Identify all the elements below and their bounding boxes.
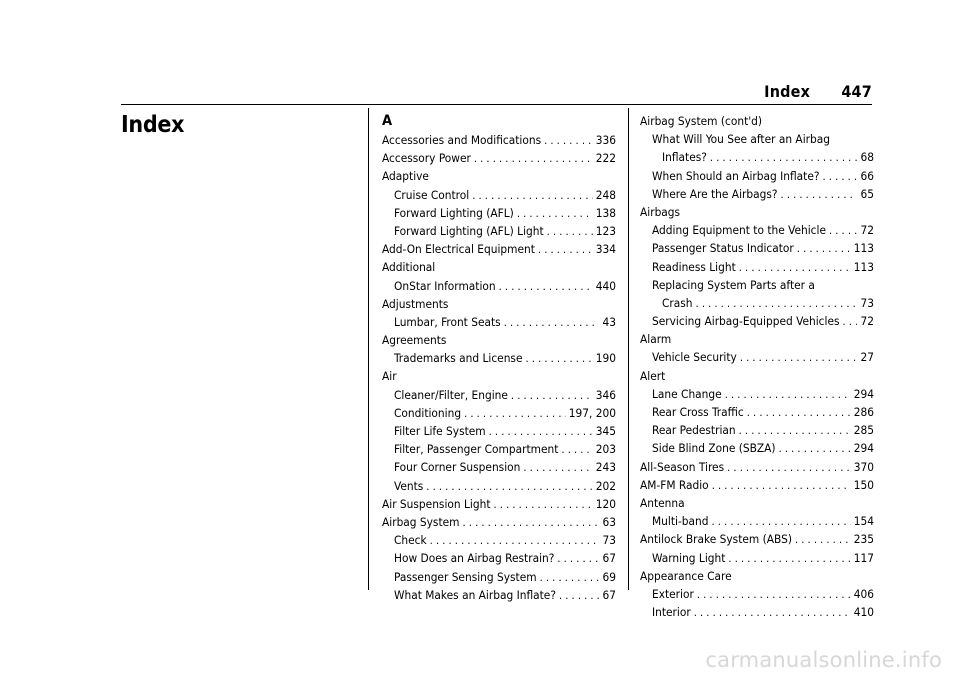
index-subentry <box>382 349 616 367</box>
dot-leader <box>504 314 600 331</box>
entry-text: Adjustments <box>382 296 449 311</box>
index-subentry <box>640 221 874 239</box>
running-head-section: Index <box>764 82 811 101</box>
dot-leader <box>712 513 851 530</box>
entry-page-number: 113 <box>853 259 874 274</box>
index-column-1 <box>382 112 616 604</box>
dot-leader <box>559 587 600 604</box>
index-entry <box>382 240 616 258</box>
index-subentry <box>640 403 874 421</box>
running-head-page-number: 447 <box>841 82 872 101</box>
index-entry <box>640 367 874 385</box>
dot-leader <box>710 149 858 166</box>
index-entry <box>640 330 874 348</box>
dot-leader <box>728 550 850 567</box>
entry-text: Alarm <box>640 332 672 347</box>
column-divider <box>368 108 369 590</box>
index-subentry <box>640 603 874 621</box>
dot-leader <box>540 569 600 586</box>
index-subentry <box>382 313 616 331</box>
entry-text: Adaptive <box>382 169 429 184</box>
entry-text: AM-FM Radio <box>640 477 709 492</box>
entry-page-number: 120 <box>595 496 616 511</box>
index-subentry <box>640 312 874 330</box>
running-head <box>764 82 872 101</box>
dot-leader <box>499 278 593 295</box>
entry-text: Lumbar, Front Seats <box>394 314 501 329</box>
index-entry <box>640 458 874 476</box>
entry-text: Appearance Care <box>640 568 732 583</box>
entry-text: Replacing System Parts after a <box>652 277 815 292</box>
index-subentry <box>382 586 616 604</box>
dot-leader <box>517 205 593 222</box>
dot-leader <box>463 514 600 531</box>
index-entry <box>382 513 616 531</box>
dot-leader <box>829 222 858 239</box>
entry-page-number: 346 <box>595 387 616 402</box>
index-subentry <box>640 239 874 257</box>
index-subentry <box>382 222 616 240</box>
entry-text: Forward Lighting (AFL) Light <box>394 223 544 238</box>
dot-leader <box>544 132 593 149</box>
entry-page-number: 69 <box>602 569 616 584</box>
dot-leader <box>779 440 851 457</box>
entry-text: Air Suspension Light <box>382 496 491 511</box>
entry-text: Vents <box>394 478 424 493</box>
index-subentry <box>640 512 874 530</box>
entry-page-number: 294 <box>853 386 874 401</box>
index-entry <box>382 295 616 313</box>
entry-text: Check <box>394 533 427 548</box>
entry-text: Accessory Power <box>382 151 471 166</box>
entry-text: Accessories and Modifications <box>382 133 542 147</box>
entry-text: Vehicle Security <box>652 350 737 365</box>
index-subentry <box>640 185 874 203</box>
entry-text: Forward Lighting (AFL) <box>394 205 514 220</box>
dot-leader <box>712 477 851 494</box>
entry-text: Exterior <box>652 586 694 601</box>
index-subentry <box>640 585 874 603</box>
dot-leader <box>538 241 593 258</box>
entry-page-number: 117 <box>853 550 874 565</box>
entry-page-number: 154 <box>853 514 874 529</box>
entry-page-number: 72 <box>860 223 874 238</box>
index-subentry <box>640 294 874 312</box>
entry-text: Antilock Brake System (ABS) <box>640 532 792 547</box>
entry-text: All-Season Tires <box>640 459 725 474</box>
index-subentry <box>640 549 874 567</box>
dot-leader <box>464 405 566 422</box>
entry-text: Multi-band <box>652 514 709 529</box>
dot-leader <box>747 404 851 421</box>
entry-text: What Makes an Airbag Inflate? <box>394 587 556 602</box>
entry-text: Add-On Electrical Equipment <box>382 242 535 257</box>
entry-text: Rear Cross Traffic <box>652 405 744 419</box>
index-subentry <box>382 568 616 586</box>
entry-text: Air <box>382 369 397 384</box>
index-subentry <box>640 385 874 403</box>
dot-leader <box>430 532 600 549</box>
entry-text: Agreements <box>382 333 447 348</box>
index-entry <box>382 131 616 149</box>
dot-leader <box>740 349 858 366</box>
entry-text: Adding Equipment to the Vehicle <box>652 223 826 238</box>
entry-page-number: 123 <box>595 223 616 238</box>
entry-page-number: 73 <box>602 533 616 548</box>
column-divider <box>628 108 629 590</box>
entry-text: Airbag System (cont'd) <box>640 114 763 128</box>
index-entry <box>640 567 874 585</box>
entry-text: Four Corner Suspension <box>394 460 521 475</box>
index-subentry <box>382 531 616 549</box>
entry-page-number: 222 <box>595 151 616 166</box>
entry-text: Filter Life System <box>394 424 486 438</box>
dot-leader <box>523 459 592 476</box>
dot-leader <box>694 604 851 621</box>
index-entry <box>382 367 616 385</box>
entry-text: Passenger Sensing System <box>394 569 537 584</box>
index-subentry <box>382 458 616 476</box>
index-subentry <box>382 186 616 204</box>
entry-text: Passenger Status Indicator <box>652 241 794 256</box>
entry-text: Additional <box>382 260 436 275</box>
index-subentry <box>640 148 874 166</box>
entry-page-number: 27 <box>860 350 874 365</box>
dot-leader <box>472 187 593 204</box>
dot-leader <box>739 422 851 439</box>
watermark: carmanualsonline.info <box>705 648 942 672</box>
entry-text: Conditioning <box>394 405 462 420</box>
dot-leader <box>511 387 593 404</box>
entry-page-number: 63 <box>602 514 616 529</box>
entry-text: Cruise Control <box>394 187 470 202</box>
dot-leader <box>739 259 851 276</box>
dot-leader <box>843 313 858 330</box>
entry-page-number: 67 <box>602 551 616 566</box>
entry-page-number: 197, 200 <box>568 405 616 420</box>
index-subentry <box>640 421 874 439</box>
index-subentry <box>640 258 874 276</box>
entry-text: Inflates? <box>662 150 707 165</box>
index-subentry <box>382 386 616 404</box>
entry-page-number: 113 <box>853 241 874 256</box>
dot-leader <box>474 150 593 167</box>
entry-page-number: 248 <box>595 187 616 202</box>
entry-page-number: 406 <box>853 586 874 601</box>
dot-leader <box>797 240 851 257</box>
dot-leader <box>823 168 858 185</box>
index-subentry <box>640 439 874 457</box>
dot-leader <box>547 223 593 240</box>
entry-page-number: 202 <box>595 478 616 493</box>
index-letter-heading: A <box>382 113 393 129</box>
page-title: Index <box>121 112 185 138</box>
entry-text: Antenna <box>640 495 685 510</box>
entry-page-number: 67 <box>602 587 616 602</box>
entry-text: Airbags <box>640 204 681 219</box>
entry-text: Trademarks and License <box>394 351 523 366</box>
entry-page-number: 336 <box>595 133 616 147</box>
entry-page-number: 66 <box>860 168 874 183</box>
dot-leader <box>526 350 593 367</box>
entry-text: Side Blind Zone (SBZA) <box>652 441 776 456</box>
entry-text: Crash <box>662 295 693 310</box>
entry-page-number: 243 <box>595 460 616 475</box>
entry-page-number: 440 <box>595 278 616 293</box>
entry-page-number: 285 <box>853 423 874 438</box>
entry-text: Warning Light <box>652 550 726 565</box>
index-entry <box>640 203 874 221</box>
index-subentry <box>640 276 874 294</box>
entry-page-number: 370 <box>853 459 874 474</box>
index-subentry <box>382 404 616 422</box>
index-subentry <box>640 348 874 366</box>
entry-text: Alert <box>640 368 666 383</box>
entry-text: How Does an Airbag Restrain? <box>394 551 555 566</box>
index-entry <box>382 167 616 185</box>
entry-text: Servicing Airbag-Equipped Vehicles <box>652 314 840 329</box>
dot-leader <box>697 586 851 603</box>
entry-page-number: 190 <box>595 351 616 366</box>
entry-text: Rear Pedestrian <box>652 423 736 438</box>
entry-text: Cleaner/Filter, Engine <box>394 387 508 402</box>
entry-page-number: 410 <box>853 605 874 620</box>
entry-text: Readiness Light <box>652 259 736 274</box>
entry-page-number: 150 <box>853 477 874 492</box>
dot-leader <box>781 186 858 203</box>
entry-page-number: 334 <box>595 242 616 257</box>
entry-page-number: 73 <box>860 295 874 310</box>
entry-text: When Should an Airbag Inflate? <box>652 168 820 183</box>
entry-page-number: 65 <box>860 186 874 201</box>
entry-text: Filter, Passenger Compartment <box>394 442 559 457</box>
entry-text: Where Are the Airbags? <box>652 186 778 201</box>
entry-text: OnStar Information <box>394 278 496 293</box>
dot-leader <box>489 423 593 440</box>
index-subentry <box>640 167 874 185</box>
index-subentry <box>640 130 874 148</box>
entry-text: Lane Change <box>652 386 722 401</box>
index-subentry <box>382 422 616 440</box>
entry-page-number: 43 <box>602 314 616 329</box>
index-entry <box>640 476 874 494</box>
index-subentry <box>382 549 616 567</box>
index-subentry <box>382 277 616 295</box>
entry-text: What Will You See after an Airbag <box>652 132 830 147</box>
dot-leader <box>561 441 592 458</box>
dot-leader <box>696 295 858 312</box>
entry-page-number: 138 <box>595 205 616 220</box>
entry-page-number: 294 <box>853 441 874 456</box>
entry-page-number: 235 <box>853 532 874 547</box>
entry-page-number: 286 <box>853 405 874 419</box>
dot-leader <box>727 459 851 476</box>
dot-leader <box>557 550 599 567</box>
index-subentry <box>382 204 616 222</box>
entry-page-number: 68 <box>860 150 874 165</box>
entry-text: Interior <box>652 605 691 620</box>
entry-page-number: 72 <box>860 314 874 329</box>
index-entry <box>640 112 874 130</box>
dot-leader <box>795 531 851 548</box>
index-entry <box>382 331 616 349</box>
index-subentry <box>382 440 616 458</box>
index-entry <box>382 495 616 513</box>
dot-leader <box>725 386 851 403</box>
dot-leader <box>426 478 592 495</box>
index-entry <box>382 258 616 276</box>
index-entry <box>640 494 874 512</box>
header-rule <box>121 104 872 105</box>
index-entry <box>382 149 616 167</box>
entry-page-number: 203 <box>595 442 616 457</box>
index-entry <box>640 530 874 548</box>
dot-leader <box>494 496 593 513</box>
index-column-2 <box>640 112 874 621</box>
entry-text: Airbag System <box>382 514 460 529</box>
entry-page-number: 345 <box>595 424 616 438</box>
index-subentry <box>382 477 616 495</box>
